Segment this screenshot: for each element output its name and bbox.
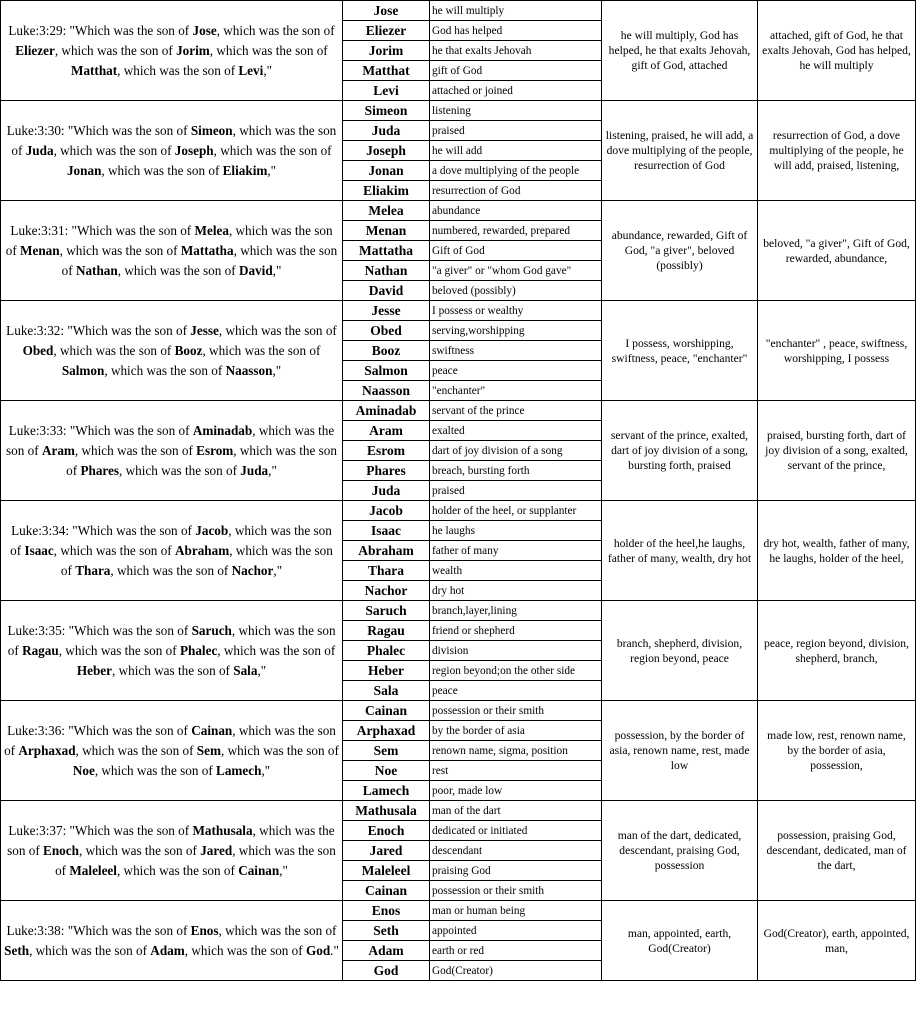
verse-text [1,1,343,101]
name-meaning: by the border of asia [430,721,602,741]
person-name: Jacob [343,501,430,521]
verse-name: Jacob [195,522,229,538]
person-name: Nathan [343,261,430,281]
person-name: David [343,281,430,301]
reverse-summary: God(Creator), earth, appointed, man, [758,901,916,981]
verse-segment: , which was the son of [7,622,336,658]
name-meaning: God has helped [430,21,602,41]
verse-segment: , which was the son of [202,342,321,358]
name-meaning: serving,worshipping [430,321,602,341]
verse-text [1,701,343,801]
name-meaning: listening [430,101,602,121]
verse-text [1,901,343,981]
name-meaning: praised [430,481,602,501]
person-name: Enos [343,901,430,921]
verse-segment: , which was the son of [75,742,197,758]
forward-summary: man of the dart, dedicated, descendant, praising God, possession [602,801,758,901]
person-name: Aram [343,421,430,441]
verse-name: Jorim [176,42,210,58]
verse-name: Cainan [238,862,280,878]
person-name: Maleleel [343,861,430,881]
verse-segment: , which was the son of [66,442,337,478]
verse-segment: , which was the son of [94,762,217,778]
name-meaning: possession or their smith [430,701,602,721]
name-meaning: renown name, sigma, position [430,741,602,761]
verse-segment: , which was the son of [11,122,337,158]
verse-segment: , which was the son of [60,542,333,578]
forward-summary: abundance, rewarded, Gift of God, "a giver", beloved (possibly) [602,201,758,301]
verse-text [1,201,343,301]
forward-summary: I possess, worshipping, swiftness, peace, "enchanter" [602,301,758,401]
verse-segment: , which was the son of [74,442,197,458]
person-name: Aminadab [343,401,430,421]
person-name: Naasson [343,381,430,401]
name-meaning: resurrection of God [430,181,602,201]
verse-name: Seth [4,942,30,958]
name-meaning: peace [430,681,602,701]
verse-text [1,801,343,901]
name-meaning: "a giver" or "whom God gave" [430,261,602,281]
table-row [1,801,916,821]
verse-name: Eliakim [222,162,268,178]
verse-name: Jesse [190,322,219,338]
forward-summary: man, appointed, earth, God(Creator) [602,901,758,981]
verse-name: Phares [80,462,120,478]
table-row [1,501,916,521]
person-name: Enoch [343,821,430,841]
verse-segment: , which was the son of [209,42,328,58]
verse-name: Arphaxad [18,742,76,758]
verse-segment: Luke:3:33: "Which was the son of [8,422,193,438]
reverse-summary: possession, praising God, descendant, dedicated, man of the dart, [758,801,916,901]
reverse-summary: resurrection of God, a dove multiplying of the people, he will add, praised, listening, [758,101,916,201]
person-name: Matthat [343,61,430,81]
name-meaning: friend or shepherd [430,621,602,641]
name-meaning: dart of joy division of a song [430,441,602,461]
name-meaning: attached or joined [430,81,602,101]
verse-name: Jonan [66,162,102,178]
name-meaning: wealth [430,561,602,581]
name-meaning: poor, made low [430,781,602,801]
person-name: Joseph [343,141,430,161]
verse-name: Levi [238,62,264,78]
verse-segment: Luke:3:30: "Which was the son of [6,122,191,138]
person-name: Simeon [343,101,430,121]
person-name: Salmon [343,361,430,381]
verse-segment: , which was the son of [5,222,333,258]
name-meaning: possession or their smith [430,881,602,901]
person-name: Juda [343,121,430,141]
person-name: Saruch [343,601,430,621]
verse-segment: , which was the son of [216,22,335,38]
verse-name: Juda [240,462,269,478]
verse-segment: , which was the son of [61,242,338,278]
verse-name: Phalec [179,642,218,658]
person-name: Melea [343,201,430,221]
person-name: Nachor [343,581,430,601]
person-name: Jose [343,1,430,21]
name-meaning: numbered, rewarded, prepared [430,221,602,241]
table-row [1,701,916,721]
person-name: Juda [343,481,430,501]
verse-segment: Luke:3:31: "Which was the son of [10,222,195,238]
verse-name: Ragau [22,642,59,658]
verse-segment: ," [267,162,277,178]
name-meaning: swiftness [430,341,602,361]
verse-name: Noe [72,762,95,778]
verse-name: Naasson [225,362,273,378]
verse-name: Menan [20,242,60,258]
verse-name: Esrom [196,442,234,458]
name-meaning: dry hot [430,581,602,601]
forward-summary: branch, shepherd, division, region beyond, peace [602,601,758,701]
verse-segment: , which was the son of [104,362,226,378]
verse-segment: , which was the son of [217,642,336,658]
verse-name: Melea [194,222,229,238]
verse-segment: Luke:3:34: "Which was the son of [11,522,196,538]
name-meaning: God(Creator) [430,961,602,981]
name-meaning: praising God [430,861,602,881]
verse-segment: Luke:3:35: "Which was the son of [7,622,192,638]
verse-name: Abraham [174,542,230,558]
person-name: Lamech [343,781,430,801]
verse-segment: ," [257,662,267,678]
person-name: Phalec [343,641,430,661]
verse-segment: , which was the son of [29,942,151,958]
verse-segment: ," [261,762,271,778]
verse-name: Sem [196,742,221,758]
verse-text [1,501,343,601]
name-meaning: breach, bursting forth [430,461,602,481]
verse-segment: , which was the son of [58,642,180,658]
verse-segment: , which was the son of [220,742,339,758]
verse-name: Lamech [216,762,262,778]
person-name: God [343,961,430,981]
verse-segment: ." [330,942,339,958]
verse-segment: Luke:3:37: "Which was the son of [8,822,193,838]
name-meaning: a dove multiplying of the people [430,161,602,181]
person-name: Eliakim [343,181,430,201]
person-name: Thara [343,561,430,581]
verse-segment: , which was the son of [218,922,337,938]
name-meaning: father of many [430,541,602,561]
reverse-summary: attached, gift of God, he that exalts Jehovah, God has helped, he will multiply [758,1,916,101]
person-name: Jesse [343,301,430,321]
reverse-summary: "enchanter" , peace, swiftness, worshipping, I possess [758,301,916,401]
person-name: Sala [343,681,430,701]
verse-segment: Luke:3:36: "Which was the son of [7,722,192,738]
person-name: Sem [343,741,430,761]
name-meaning: Gift of God [430,241,602,261]
person-name: Heber [343,661,430,681]
name-meaning: division [430,641,602,661]
name-meaning: he laughs [430,521,602,541]
verse-segment: ," [268,462,277,478]
name-meaning: region beyond;on the other side [430,661,602,681]
verse-name: Heber [76,662,113,678]
name-meaning: abundance [430,201,602,221]
person-name: Seth [343,921,430,941]
person-name: Noe [343,761,430,781]
verse-name: Enoch [43,842,79,858]
verse-name: Nachor [231,562,274,578]
verse-segment: , which was the son of [101,162,223,178]
verse-segment: , which was the son of [59,242,181,258]
person-name: Esrom [343,441,430,461]
verse-name: Obed [22,342,54,358]
verse-segment: ," [263,62,272,78]
verse-name: Mattatha [180,242,234,258]
name-meaning: servant of the prince [430,401,602,421]
verse-segment: , which was the son of [117,62,239,78]
verse-name: David [238,262,273,278]
name-meaning: man or human being [430,901,602,921]
verse-segment: , which was the son of [78,842,201,858]
verse-name: Nathan [75,262,118,278]
verse-segment: ," [273,562,283,578]
verse-name: Joseph [174,142,214,158]
forward-summary: listening, praised, he will add, a dove multiplying of the people, resurrection of God [602,101,758,201]
verse-segment: Luke:3:38: "Which was the son of [6,922,191,938]
verse-name: Jared [200,842,233,858]
verse-segment: , which was the son of [110,562,232,578]
verse-segment: , which was the son of [55,842,336,878]
reverse-summary: made low, rest, renown name, by the border of asia, possession, [758,701,916,801]
person-name: Booz [343,341,430,361]
verse-segment: , which was the son of [53,542,175,558]
verse-name: God [305,942,331,958]
verse-name: Mathusala [192,822,253,838]
verse-segment: , which was the son of [4,722,336,758]
person-name: Cainan [343,701,430,721]
name-meaning: I possess or wealthy [430,301,602,321]
name-meaning: branch,layer,lining [430,601,602,621]
person-name: Jorim [343,41,430,61]
person-name: Arphaxad [343,721,430,741]
verse-segment: ," [272,262,282,278]
table-row [1,1,916,21]
verse-name: Eliezer [15,42,55,58]
person-name: Menan [343,221,430,241]
verse-name: Cainan [191,722,233,738]
reverse-summary: beloved, "a giver", Gift of God, rewarded, abundance, [758,201,916,301]
table-row [1,301,916,321]
verse-text [1,301,343,401]
verse-segment: Luke:3:29: "Which was the son of [8,22,193,38]
verse-text [1,101,343,201]
verse-name: Isaac [24,542,54,558]
forward-summary: he will multiply, God has helped, he that exalts Jehovah, gift of God, attached [602,1,758,101]
name-meaning: exalted [430,421,602,441]
verse-name: Salmon [61,362,105,378]
verse-segment: , which was the son of [112,662,234,678]
table-row [1,901,916,921]
person-name: Levi [343,81,430,101]
verse-segment: , which was the son of [117,262,239,278]
verse-segment: , which was the son of [213,142,332,158]
verse-segment: , which was the son of [54,42,177,58]
name-meaning: peace [430,361,602,381]
name-meaning: he will multiply [430,1,602,21]
verse-name: Simeon [190,122,233,138]
verse-segment: ," [279,862,288,878]
verse-name: Thara [75,562,111,578]
name-meaning: "enchanter" [430,381,602,401]
verse-name: Sala [233,662,258,678]
name-meaning: descendant [430,841,602,861]
verse-name: Jose [192,22,217,38]
verse-text [1,601,343,701]
verse-segment: , which was the son of [53,142,175,158]
verse-segment: , which was the son of [218,322,337,338]
person-name: Adam [343,941,430,961]
verse-segment: ," [272,362,282,378]
verse-name: Matthat [71,62,118,78]
verse-segment: , which was the son of [53,342,175,358]
reverse-summary: praised, bursting forth, dart of joy division of a song, exalted, servant of the prince, [758,401,916,501]
verse-segment: Luke:3:32: "Which was the son of [6,322,191,338]
person-name: Mattatha [343,241,430,261]
person-name: Mathusala [343,801,430,821]
table-row [1,201,916,221]
person-name: Isaac [343,521,430,541]
name-meaning: beloved (possibly) [430,281,602,301]
table-row [1,401,916,421]
table-row [1,601,916,621]
verse-segment: , which was the son of [7,822,335,858]
person-name: Cainan [343,881,430,901]
name-meaning: he will add [430,141,602,161]
verse-segment: , which was the son of [116,862,239,878]
verse-name: Booz [174,342,203,358]
name-meaning: appointed [430,921,602,941]
person-name: Abraham [343,541,430,561]
name-meaning: man of the dart [430,801,602,821]
name-meaning: praised [430,121,602,141]
name-meaning: rest [430,761,602,781]
verse-name: Aminadab [192,422,253,438]
verse-name: Aram [41,442,75,458]
verse-name: Maleleel [69,862,117,878]
name-meaning: he that exalts Jehovah [430,41,602,61]
person-name: Ragau [343,621,430,641]
verse-segment: , which was the son of [6,422,335,458]
forward-summary: holder of the heel,he laughs, father of many, wealth, dry hot [602,501,758,601]
verse-segment: , which was the son of [184,942,306,958]
person-name: Jonan [343,161,430,181]
verse-name: Juda [25,142,54,158]
table-row [1,101,916,121]
person-name: Obed [343,321,430,341]
verse-name: Enos [190,922,219,938]
verse-name: Adam [150,942,185,958]
verse-name: Saruch [191,622,232,638]
forward-summary: servant of the prince, exalted, dart of joy division of a song, bursting forth, praised [602,401,758,501]
reverse-summary: peace, region beyond, division, shepherd, branch, [758,601,916,701]
verse-text [1,401,343,501]
person-name: Eliezer [343,21,430,41]
name-meaning: earth or red [430,941,602,961]
name-meaning: holder of the heel, or supplanter [430,501,602,521]
verse-segment: , which was the son of [10,522,332,558]
reverse-summary: dry hot, wealth, father of many, he laughs, holder of the heel, [758,501,916,601]
name-meaning: gift of God [430,61,602,81]
person-name: Jared [343,841,430,861]
person-name: Phares [343,461,430,481]
verse-segment: , which was the son of [119,462,241,478]
forward-summary: possession, by the border of asia, renown name, rest, made low [602,701,758,801]
name-meaning: dedicated or initiated [430,821,602,841]
